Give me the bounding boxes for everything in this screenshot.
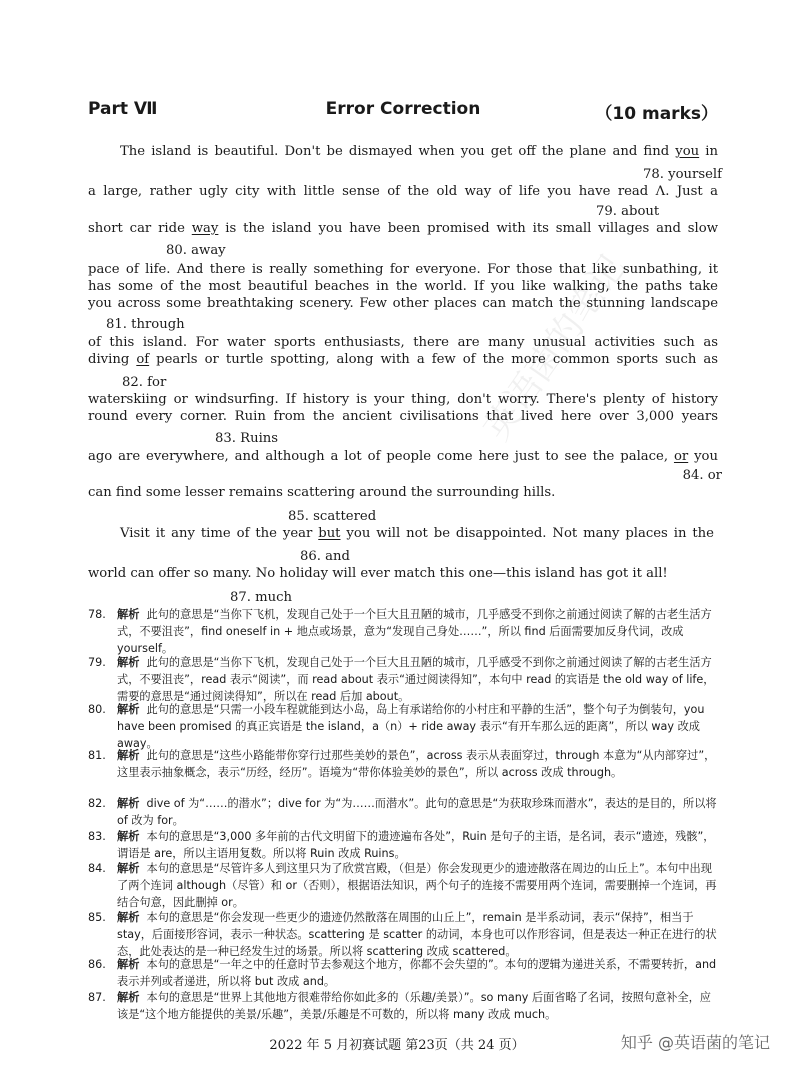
passage-line-12: can find some lesser remains scattering around the surrounding hills. <box>88 485 556 500</box>
section-header <box>88 99 718 125</box>
error-word-86: but <box>318 526 341 541</box>
error-word-82: of <box>136 352 150 367</box>
answer-83: 83. Ruins <box>215 431 279 446</box>
answer-85: 85. scattered <box>288 509 377 524</box>
passage-line-14: world can offer so many. No holiday will ever match this one—this island has got it all! <box>88 566 668 581</box>
part-number: Part Ⅶ <box>88 99 158 119</box>
explanation-80: 80. 解析 此句的意思是“只需一小段车程就能到达小岛，岛上有承诺给你的小村庄和平静的生活”，整个句子为倒装句，you have been promised 的真正宾语是 the island，a（n）+ ride away 表示“有开车那么远的距离”，所以 way 改成 away。 <box>88 703 705 750</box>
passage-line-8: diving of pearls or turtle spotting, along with a few of the more common sports such as <box>88 352 718 367</box>
answer-86: 86. and <box>300 549 350 564</box>
explanation-85: 85. 解析 本句的意思是“你会发现一些更少的遗迹仍然散落在周围的山丘上”，remain 是半系动词，表示“保持”，相当于 stay，后面接形容词，表示一种状态。scattering 是 scatter 的动词，本身也可以作形容词，但是表达一种正在进行的状态，此处表达的是一种已经发生过的场景。所以将 scattering 改成 scattered。 <box>88 911 717 958</box>
passage-line-2: a large, rather ugly city with little sense of the old way of life you have read Λ. Just a <box>88 184 718 199</box>
answer-87: 87. much <box>230 590 293 605</box>
diagonal-watermark: 英语菌的笔记 <box>476 247 635 449</box>
passage-line-10: round every corner. Ruin from the ancient civilisations that lived here over 3,000 years <box>88 409 718 424</box>
explanation-79: 79. 解析 此句的意思是“当你下飞机，发现自己处于一个巨大且丑陋的城市，几乎感受不到你之前通过阅读了解的古老生活方式，不要沮丧”，read 表示“阅读”，而 read about 表示“通过阅读得知”，本句中 read 的宾语是 the old way of life，需要的意思是“通过阅读得知”，所以在 read 后加 about。 <box>88 656 715 703</box>
passage-line-11: ago are everywhere, and although a lot of people come here just to see the palace, or you <box>88 449 718 464</box>
passage-line-1: The island is beautiful. Don't be dismayed when you get off the plane and find you in <box>120 144 718 159</box>
passage-line-7: of this island. For water sports enthusiasts, there are many unusual activities such as <box>88 335 718 350</box>
explanation-83: 83. 解析 本句的意思是“3,000 多年前的古代文明留下的遗迹遍布各处”，Ruin 是句子的主语，是名词，表示“遗迹，残骸”，谓语是 are，所以主语用复数。所以将 Ruin 改成 Ruins。 <box>88 830 715 860</box>
explanation-84: 84. 解析 本句的意思是“尽管许多人到这里只为了欣赏宫殿，（但是）你会发现更少的遗迹散落在周边的山丘上”。本句中出现了两个连词 although（尽管）和 or（否则），根据语法知识，两个句子的连接不需要用两个连词，需要删掉一个连词，再结合句意，因此删掉 or。 <box>88 862 717 909</box>
answer-80: 80. away <box>166 243 226 258</box>
answer-79: 79. about <box>596 204 660 219</box>
explanation-87: 87. 解析 本句的意思是“世界上其他地方很难带给你如此多的（乐趣/美景）”。so many 后面省略了名词，按照句意补全，应该是“这个地方能提供的美景/乐趣”，美景/乐趣是不可数的，所以将 many 改成 much。 <box>88 991 711 1021</box>
section-marks: （10 marks） <box>595 104 718 124</box>
passage-line-3: short car ride way is the island you have been promised with its small villages and slow <box>88 221 718 236</box>
passage-line-9: waterskiing or windsurfing. If history is your thing, don't worry. There's plenty of history <box>88 392 718 407</box>
passage-line-5: has some of the most beautiful beaches in the world. If you like walking, the paths take <box>88 279 718 294</box>
explanation-81: 81. 解析 此句的意思是“这些小路能带你穿行过那些美妙的景色”，across 表示从表面穿过，through 本意为“从内部穿过”，这里表示抽象概念，表示“历经，经历”。语境为“带你体验美妙的景色”，所以 across 改成 through。 <box>88 749 716 779</box>
error-word-84: or <box>673 449 689 464</box>
explanation-82: 82. 解析 dive of 为“……的潜水”；dive for 为“为……而潜水”。此句的意思是“为获取珍珠而潜水”，表达的是目的，所以将 of 改为 for。 <box>88 797 717 827</box>
error-word-80: way <box>191 221 219 236</box>
page-footer: 2022 年 5 月初赛试题 第23页（共 24 页） <box>269 1038 525 1053</box>
answer-81: 81. through <box>106 317 185 332</box>
error-word-78: you <box>675 144 700 159</box>
answer-82: 82. for <box>122 375 167 390</box>
passage-line-4: pace of life. And there is really something for everyone. For those that like sunbathing, it <box>88 262 718 277</box>
explanation-86: 86. 解析 本句的意思是“一年之中的任意时节去参观这个地方，你都不会失望的”。本句的逻辑为递进关系，不需要转折，and 表示并列或者递进，所以将 but 改成 and。 <box>88 958 717 988</box>
passage-line-6: you across some breathtaking scenery. Few other places can match the stunning landscape <box>88 296 718 311</box>
zhihu-watermark: 知乎 @英语菌的笔记 <box>620 1033 770 1052</box>
answer-84: 84. or <box>682 468 722 483</box>
explanation-78: 78. 解析 此句的意思是“当你下飞机，发现自己处于一个巨大且丑陋的城市，几乎感受不到你之前通过阅读了解的古老生活方式，不要沮丧”，find oneself in + 地点或场景，意为“发现自己身处……”，所以 find 后面需要加反身代词，改成 yourself。 <box>88 608 712 655</box>
passage-line-13: Visit it any time of the year but you will not be disappointed. Not many places in the <box>120 526 714 541</box>
answer-78: 78. yourself <box>642 167 722 182</box>
section-title: Error Correction <box>325 99 481 119</box>
